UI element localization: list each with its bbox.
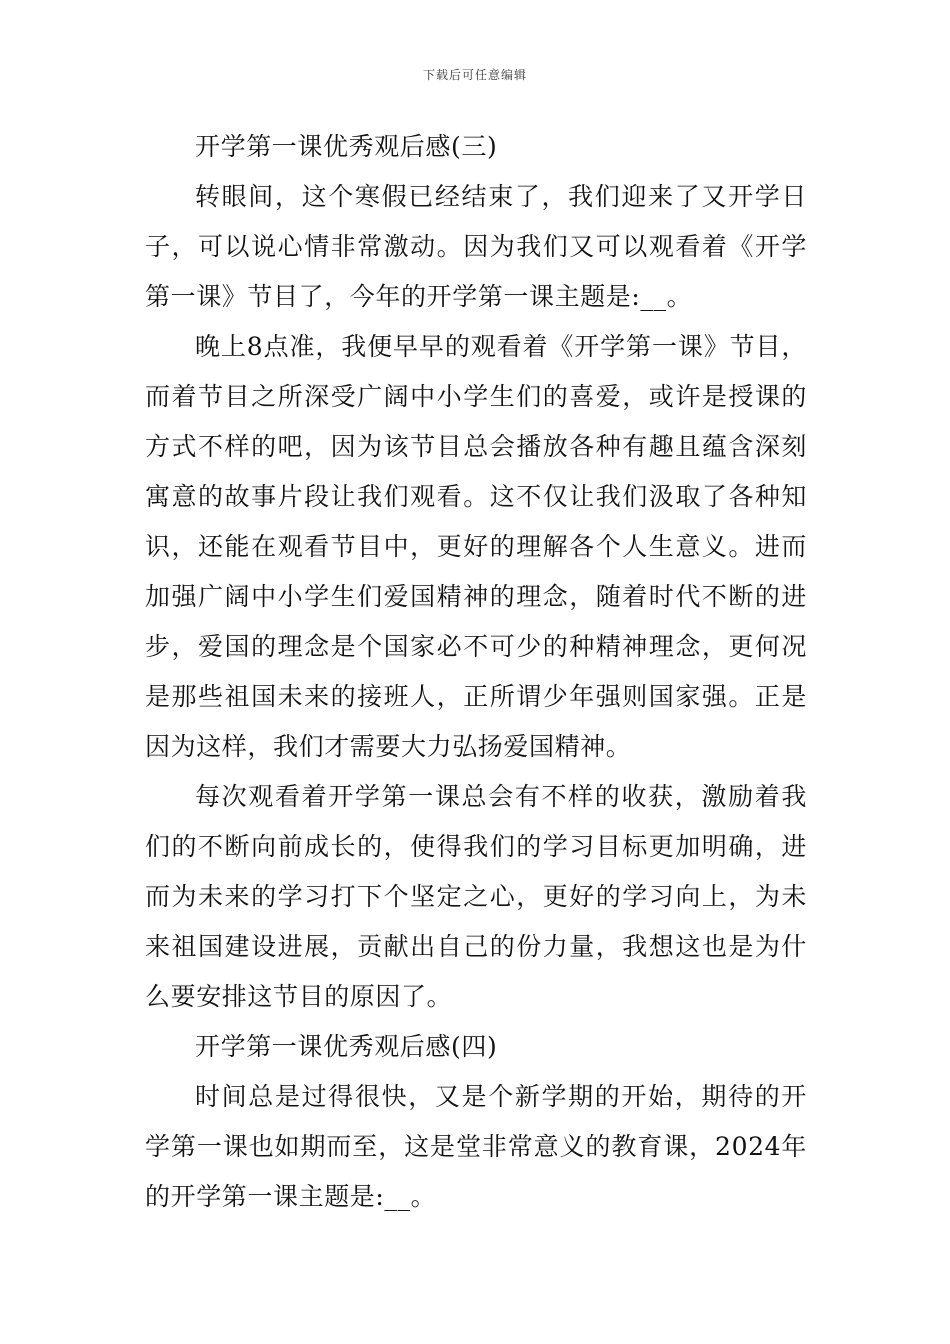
- section-title-3: 开学第一课优秀观后感(三): [195, 132, 498, 161]
- paragraph: 转眼间，这个寒假已经结束了，我们迎来了又开学日子，可以说心情非常激动。因为我们又可以观看着《开学第一课》节目了，今年的开学第一课主题是:__。: [145, 182, 807, 311]
- header-note: 下载后可任意编辑: [422, 68, 527, 82]
- paragraph: 时间总是过得很快，又是个新学期的开始，期待的开学第一课也如期而至，这是堂非常意义的教育课，2024年的开学第一课主题是:__。: [145, 1082, 807, 1211]
- paragraph: 每次观看着开学第一课总会有不样的收获，激励着我们的不断向前成长的，使得我们的学习目标更加明确，进而为未来的学习打下个坚定之心，更好的学习向上，为未来祖国建设进展，贡献出自己的份力量，我想这也是为什么要安排这节目的原因了。: [145, 782, 807, 1011]
- paragraph: 晚上8点准，我便早早的观看着《开学第一课》节目，而着节目之所深受广阔中小学生们的喜爱，或许是授课的方式不样的吧，因为该节目总会播放各种有趣且蕴含深刻寓意的故事片段让我们观看。这不仅让我们汲取了各种知识，还能在观看节目中，更好的理解各个人生意义。进而加强广阔中小学生们爱国精神的理念，随着时代不断的进步，爱国的理念是个国家必不可少的种精神理念，更何况是那些祖国未来的接班人，正所谓少年强则国家强。正是因为这样，我们才需要大力弘扬爱国精神。: [145, 332, 807, 761]
- section-title-4: 开学第一课优秀观后感(四): [195, 1032, 498, 1061]
- document-body: [145, 122, 807, 1222]
